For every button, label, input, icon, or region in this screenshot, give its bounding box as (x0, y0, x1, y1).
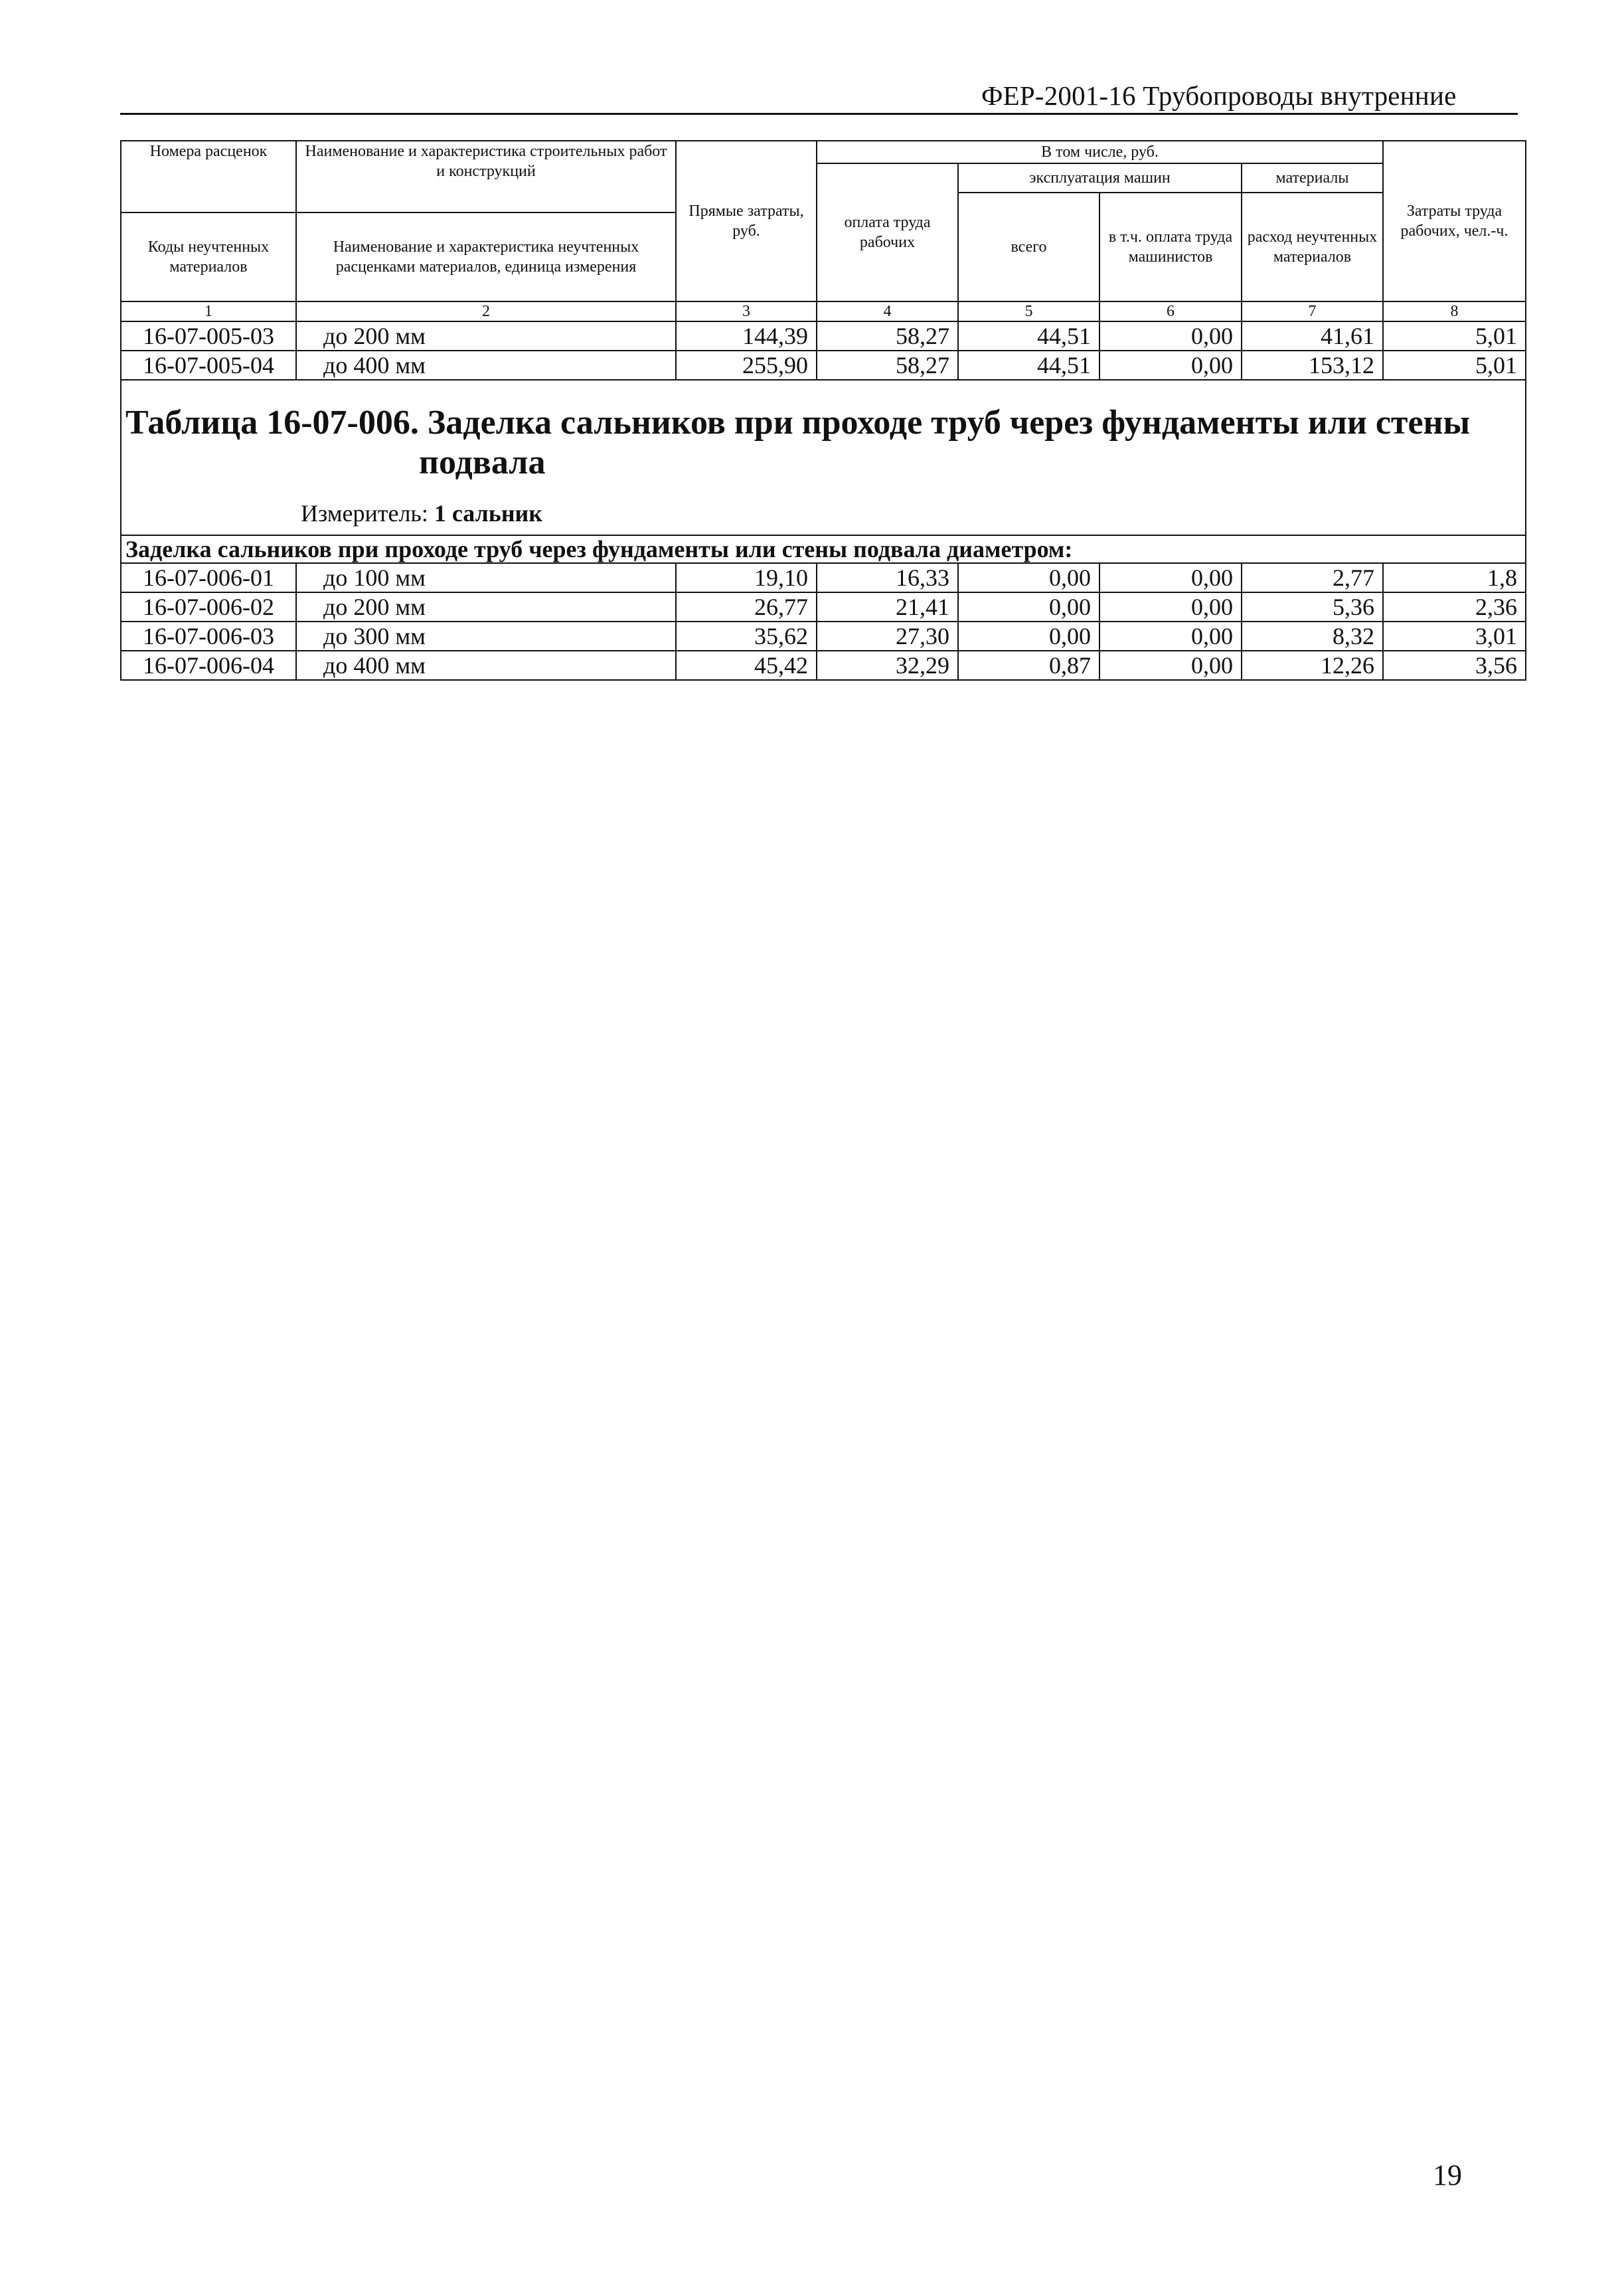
labor-pay: 16,33 (817, 563, 958, 592)
machines-total: 0,00 (958, 622, 1099, 651)
header-direct-costs: Прямые затраты, руб. (676, 141, 817, 301)
machinist-pay: 0,00 (1099, 592, 1242, 622)
labor-pay: 58,27 (817, 321, 958, 351)
header-rule (120, 113, 1518, 115)
direct-costs: 144,39 (676, 321, 817, 351)
rate-name: до 300 мм (296, 622, 676, 651)
table-row (121, 622, 1526, 651)
materials-cost: 5,36 (1242, 592, 1383, 622)
measure-unit-label: Измеритель: (301, 500, 428, 527)
header-material-codes: Коды неучтенных материалов (121, 212, 296, 301)
measure-unit (301, 499, 542, 527)
header-rate-numbers: Номера расценок (121, 141, 296, 212)
machines-total: 0,00 (958, 563, 1099, 592)
header-material-names: Наименование и характеристика неучтенных расценками материалов, единица измерения (296, 212, 676, 301)
materials-cost: 41,61 (1242, 321, 1383, 351)
column-number: 6 (1099, 301, 1242, 321)
direct-costs: 26,77 (676, 592, 817, 622)
header-work-name: Наименование и характеристика строительных работ и конструкций (296, 141, 676, 212)
rate-code: 16-07-005-04 (121, 351, 296, 380)
header-materials-consumption: расход неучтенных материалов (1242, 193, 1383, 301)
machines-total: 0,87 (958, 651, 1099, 680)
header-machinist-pay: в т.ч. оплата труда машинистов (1099, 193, 1242, 301)
labor-pay: 21,41 (817, 592, 958, 622)
table-title-block (121, 380, 1526, 535)
labor-hours: 1,8 (1383, 563, 1526, 592)
rate-name: до 200 мм (296, 321, 676, 351)
header-labor-pay: оплата труда рабочих (817, 163, 958, 301)
header-including: В том числе, руб. (817, 141, 1383, 163)
column-number: 1 (121, 301, 296, 321)
labor-pay: 32,29 (817, 651, 958, 680)
measure-unit-value: 1 сальник (434, 500, 543, 527)
column-number: 8 (1383, 301, 1526, 321)
direct-costs: 255,90 (676, 351, 817, 380)
table-row (121, 351, 1526, 380)
table-title-continuation: подвала (419, 444, 546, 481)
machinist-pay: 0,00 (1099, 563, 1242, 592)
labor-hours: 3,01 (1383, 622, 1526, 651)
machinist-pay: 0,00 (1099, 651, 1242, 680)
header-labor-cost: Затраты труда рабочих, чел.-ч. (1383, 141, 1526, 301)
column-number: 5 (958, 301, 1099, 321)
machines-total: 44,51 (958, 351, 1099, 380)
machines-total: 0,00 (958, 592, 1099, 622)
materials-cost: 8,32 (1242, 622, 1383, 651)
group-heading: Заделка сальников при проходе труб через фундаменты или стены подвала диаметром: (121, 535, 1526, 563)
machinist-pay: 0,00 (1099, 321, 1242, 351)
materials-cost: 2,77 (1242, 563, 1383, 592)
rate-name: до 200 мм (296, 592, 676, 622)
labor-hours: 3,56 (1383, 651, 1526, 680)
labor-pay: 58,27 (817, 351, 958, 380)
materials-cost: 12,26 (1242, 651, 1383, 680)
column-number-row (121, 301, 1526, 321)
labor-hours: 5,01 (1383, 351, 1526, 380)
column-number: 3 (676, 301, 817, 321)
column-number: 4 (817, 301, 958, 321)
rate-name: до 400 мм (296, 351, 676, 380)
table-title: Таблица 16-07-006. Заделка сальников при проходе труб через фундаменты или стены (125, 404, 1471, 442)
column-number: 7 (1242, 301, 1383, 321)
header-machines-total: всего (958, 193, 1099, 301)
rate-code: 16-07-006-01 (121, 563, 296, 592)
rate-code: 16-07-005-03 (121, 321, 296, 351)
rate-name: до 100 мм (296, 563, 676, 592)
machinist-pay: 0,00 (1099, 351, 1242, 380)
header-machines: эксплуатация машин (958, 163, 1242, 193)
direct-costs: 19,10 (676, 563, 817, 592)
rate-code: 16-07-006-03 (121, 622, 296, 651)
labor-hours: 5,01 (1383, 321, 1526, 351)
direct-costs: 45,42 (676, 651, 817, 680)
machines-total: 44,51 (958, 321, 1099, 351)
machinist-pay: 0,00 (1099, 622, 1242, 651)
page-number: 19 (1433, 2159, 1462, 2191)
running-head: ФЕР-2001-16 Трубопроводы внутренние (981, 80, 1457, 111)
table-row (121, 321, 1526, 351)
header-materials: материалы (1242, 163, 1383, 193)
rate-code: 16-07-006-04 (121, 651, 296, 680)
labor-hours: 2,36 (1383, 592, 1526, 622)
rate-name: до 400 мм (296, 651, 676, 680)
rates-table (120, 140, 1526, 681)
rate-code: 16-07-006-02 (121, 592, 296, 622)
table-row (121, 651, 1526, 680)
column-number: 2 (296, 301, 676, 321)
materials-cost: 153,12 (1242, 351, 1383, 380)
labor-pay: 27,30 (817, 622, 958, 651)
table-row (121, 563, 1526, 592)
direct-costs: 35,62 (676, 622, 817, 651)
table-row (121, 592, 1526, 622)
